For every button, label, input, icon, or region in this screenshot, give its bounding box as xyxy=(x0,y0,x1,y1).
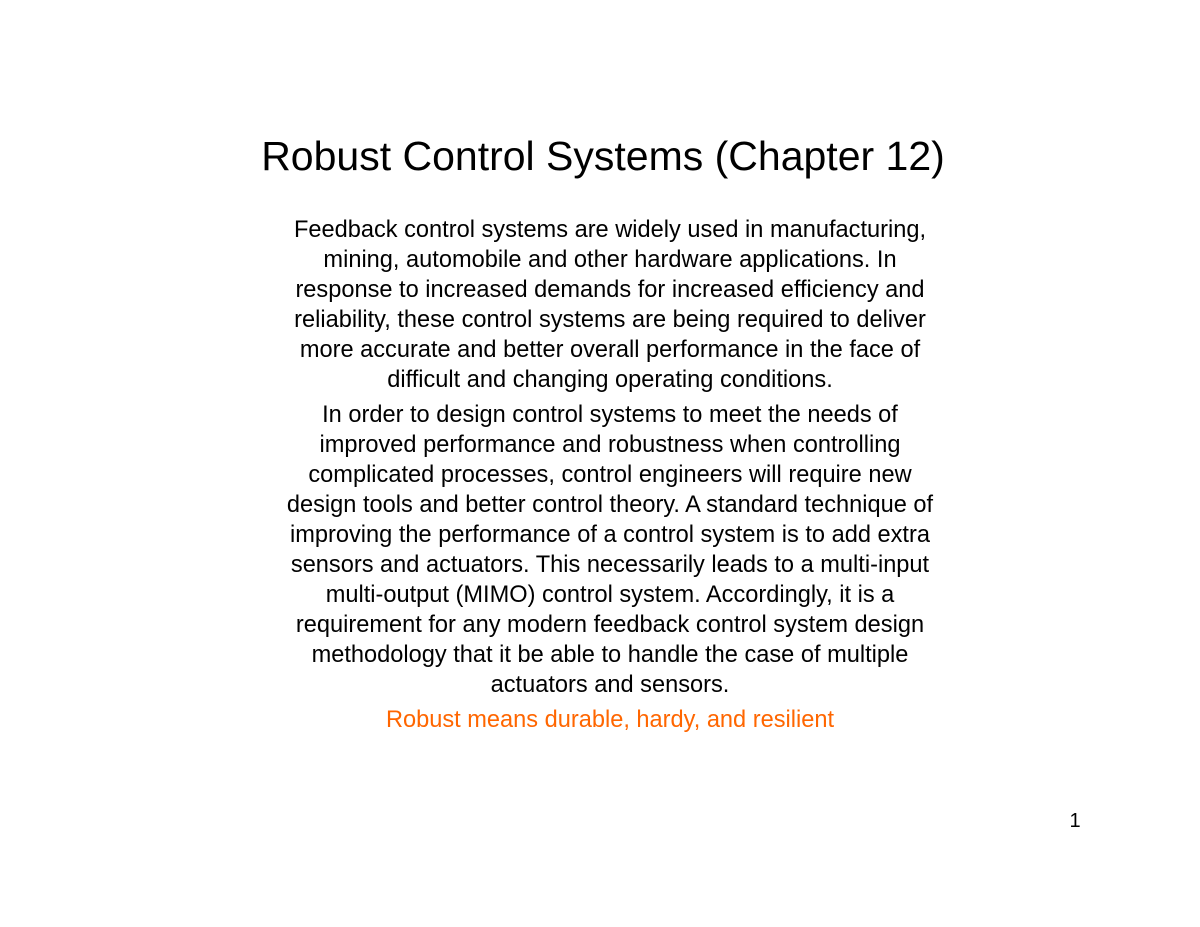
text-line: complicated processes, control engineers will require new xyxy=(308,462,912,488)
text-line: sensors and actuators. This necessarily leads to a multi-input xyxy=(290,552,930,578)
slide-title: Robust Control Systems (Chapter 12) xyxy=(261,133,945,179)
text-line: methodology that it be able to handle the case of multiple xyxy=(311,642,909,668)
text-line: mining, automobile and other hardware applications. In xyxy=(323,247,897,273)
highlight-text: Robust means durable, hardy, and resilient xyxy=(385,707,835,733)
paragraph-intro xyxy=(100,215,1120,395)
text-line: requirement for any modern feedback control system design xyxy=(295,612,925,638)
text-line: reliability, these control systems are being required to deliver xyxy=(294,307,926,333)
page-number: 1 xyxy=(1069,810,1081,832)
text-line: actuators and sensors. xyxy=(490,672,730,698)
text-line: response to increased demands for increased efficiency and xyxy=(295,277,925,303)
text-line: improved performance and robustness when controlling xyxy=(319,432,901,458)
text-line: multi-output (MIMO) control system. Accordingly, it is a xyxy=(325,582,895,608)
text-line: design tools and better control theory. A standard technique of xyxy=(286,492,934,518)
slide-body xyxy=(100,215,1120,735)
text-line: improving the performance of a control system is to add extra xyxy=(290,522,930,548)
text-line: Feedback control systems are widely used in manufacturing, xyxy=(293,217,927,243)
text-line: In order to design control systems to meet the needs of xyxy=(322,402,898,428)
paragraph-design xyxy=(100,400,1120,700)
text-line: more accurate and better overall performance in the face of xyxy=(299,337,921,363)
text-line: difficult and changing operating conditions. xyxy=(387,367,833,393)
